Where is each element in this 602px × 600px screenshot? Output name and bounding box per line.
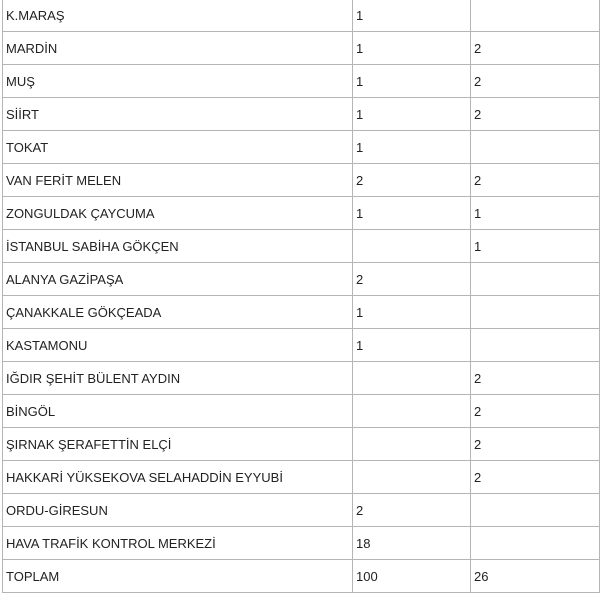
table-row [3,98,600,131]
row-name-cell: SİİRT [3,98,353,131]
row-col3-cell: 2 [471,98,600,131]
table-row [3,65,600,98]
row-name-cell: KASTAMONU [3,329,353,362]
table-row [3,362,600,395]
row-col3-cell [471,0,600,32]
row-col3-cell: 2 [471,32,600,65]
table-row [3,296,600,329]
row-col3-cell: 2 [471,164,600,197]
airport-staff-table [2,0,600,593]
table-row [3,395,600,428]
row-col2-cell: 2 [353,263,471,296]
row-col3-cell: 2 [471,362,600,395]
row-name-cell: HAKKARİ YÜKSEKOVA SELAHADDİN EYYUBİ [3,461,353,494]
table-row [3,428,600,461]
row-col2-cell: 2 [353,494,471,527]
row-name-cell: ÇANAKKALE GÖKÇEADA [3,296,353,329]
row-col3-cell [471,263,600,296]
row-col3-cell [471,131,600,164]
row-col3-cell: 1 [471,197,600,230]
table-row [3,494,600,527]
row-col3-cell [471,296,600,329]
row-col2-cell: 2 [353,164,471,197]
row-col3-cell [471,329,600,362]
total-label-cell: TOPLAM [3,560,353,593]
total-col3-cell: 26 [471,560,600,593]
row-col2-cell: 1 [353,65,471,98]
table-row [3,230,600,263]
table-row [3,131,600,164]
table-row [3,263,600,296]
row-col3-cell: 2 [471,395,600,428]
row-col3-cell [471,527,600,560]
row-col2-cell: 1 [353,296,471,329]
row-col3-cell: 2 [471,461,600,494]
table-row [3,164,600,197]
row-name-cell: TOKAT [3,131,353,164]
table-row [3,32,600,65]
table-row [3,461,600,494]
row-col2-cell [353,362,471,395]
row-name-cell: MARDİN [3,32,353,65]
row-name-cell: ORDU-GİRESUN [3,494,353,527]
table-row [3,527,600,560]
row-name-cell: MUŞ [3,65,353,98]
row-col2-cell [353,428,471,461]
row-col2-cell: 1 [353,32,471,65]
row-col3-cell: 1 [471,230,600,263]
row-name-cell: ŞIRNAK ŞERAFETTİN ELÇİ [3,428,353,461]
row-name-cell: ZONGULDAK ÇAYCUMA [3,197,353,230]
row-name-cell: ALANYA GAZİPAŞA [3,263,353,296]
row-name-cell: K.MARAŞ [3,0,353,32]
row-col2-cell: 1 [353,131,471,164]
row-name-cell: BİNGÖL [3,395,353,428]
row-name-cell: IĞDIR ŞEHİT BÜLENT AYDIN [3,362,353,395]
row-col2-cell: 1 [353,197,471,230]
row-col3-cell [471,494,600,527]
row-name-cell: HAVA TRAFİK KONTROL MERKEZİ [3,527,353,560]
row-name-cell: VAN FERİT MELEN [3,164,353,197]
row-col2-cell [353,230,471,263]
table-row [3,197,600,230]
row-col2-cell: 1 [353,98,471,131]
row-col3-cell: 2 [471,65,600,98]
table-row-total [3,560,600,593]
row-col2-cell [353,461,471,494]
row-col2-cell: 1 [353,329,471,362]
row-col2-cell: 18 [353,527,471,560]
table-row [3,329,600,362]
row-col2-cell: 1 [353,0,471,32]
row-col3-cell: 2 [471,428,600,461]
table-row [3,0,600,32]
total-col2-cell: 100 [353,560,471,593]
row-name-cell: İSTANBUL SABİHA GÖKÇEN [3,230,353,263]
row-col2-cell [353,395,471,428]
